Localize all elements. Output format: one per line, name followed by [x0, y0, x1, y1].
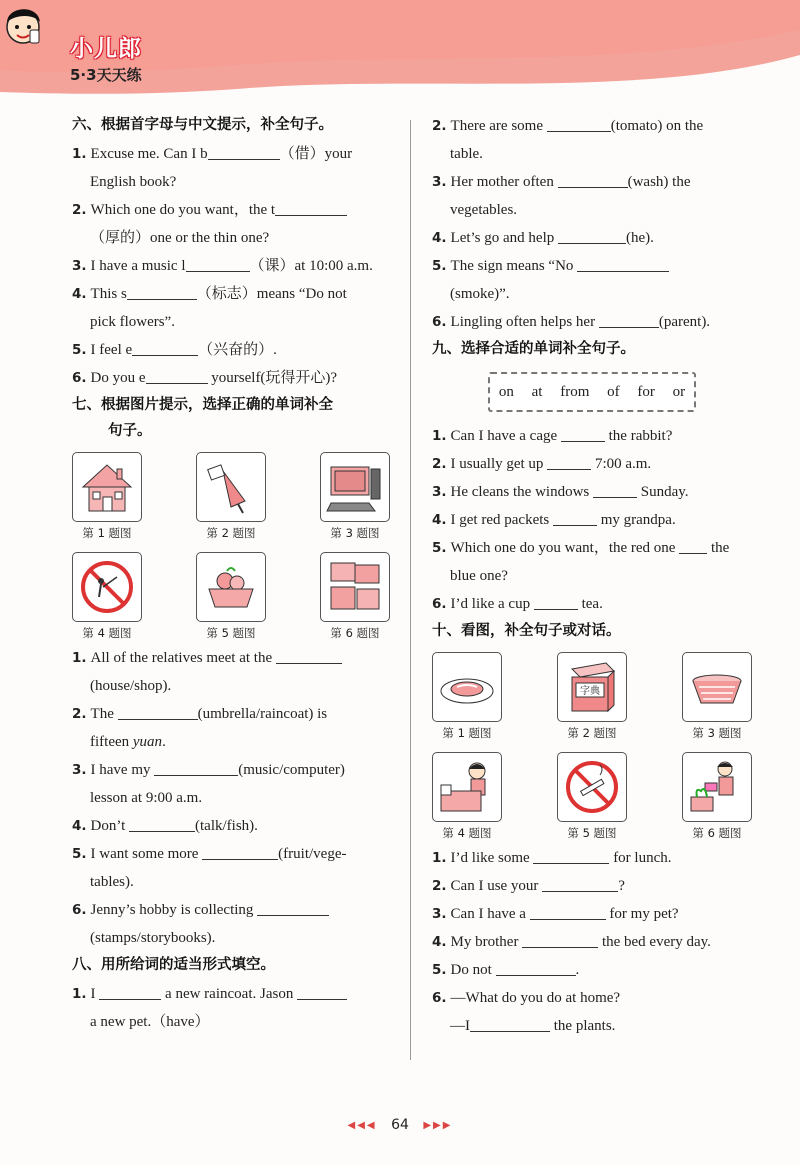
- sec9-q2: 2. I usually get up 7:00 a.m.: [432, 456, 652, 472]
- answer-blank[interactable]: [593, 482, 637, 498]
- sec7-q6: 6. Jenny’s hobby is collecting (stamps/storybooks).: [72, 896, 390, 952]
- image-caption: 第 4 题图: [442, 826, 492, 840]
- sec9-q3: 3. He cleans the windows Sunday.: [432, 484, 689, 500]
- sec6-q6: 6. Do you e yourself(玩得开心)?: [72, 370, 338, 386]
- answer-blank[interactable]: [208, 144, 280, 160]
- answer-blank[interactable]: [553, 510, 597, 526]
- word-option: or: [672, 383, 686, 400]
- dictionary-label: 字典: [580, 686, 600, 697]
- sec8-q3: 3. Her mother often (wash) the vegetables.: [432, 174, 691, 218]
- sec7-image-row-1: [72, 452, 390, 544]
- sec6-q4: 4. This s （标志）means “Do not pick flowers”.: [72, 286, 347, 330]
- stamps-picture: [320, 552, 390, 622]
- answer-blank[interactable]: [561, 426, 605, 442]
- answer-blank[interactable]: [534, 594, 578, 610]
- answer-blank[interactable]: [186, 256, 250, 272]
- answer-blank[interactable]: [577, 256, 669, 272]
- answer-blank[interactable]: [599, 312, 659, 328]
- answer-blank[interactable]: [202, 844, 278, 860]
- sec10-q3: 3. Can I have a for my pet?: [432, 906, 679, 922]
- sec7-q3: 3. I have my (music/computer) lesson at 9:00 a.m.: [72, 762, 345, 806]
- house-picture: [72, 452, 142, 522]
- section-9-title: 九、选择合适的单词补全句子。: [432, 341, 635, 357]
- answer-blank[interactable]: [146, 368, 208, 384]
- sec7-q1: 1. All of the relatives meet at the (house/shop).: [72, 644, 390, 700]
- image-caption: 第 1 题图: [442, 726, 492, 740]
- page-number: 64: [391, 1117, 409, 1133]
- word-choice-box: [488, 372, 696, 412]
- sec9-q5: 5. Which one do you want，the red one the blue one?: [432, 540, 730, 584]
- no-fishing-sign-picture: [72, 552, 142, 622]
- sec10-q5: 5. Do not .: [432, 962, 580, 978]
- answer-blank[interactable]: [470, 1016, 550, 1032]
- answer-blank[interactable]: [530, 904, 606, 920]
- word-option: of: [607, 383, 620, 400]
- answer-blank[interactable]: [276, 648, 342, 664]
- fruit-basket-picture: [196, 552, 266, 622]
- answer-blank[interactable]: [118, 704, 198, 720]
- sec7-q4: 4. Don’t (talk/fish).: [72, 818, 258, 834]
- sec10-q4: 4. My brother the bed every day.: [432, 934, 711, 950]
- page-header: [0, 0, 800, 110]
- word-option: for: [637, 383, 655, 400]
- answer-blank[interactable]: [522, 932, 598, 948]
- image-caption: 第 5 题图: [206, 626, 256, 640]
- answer-blank[interactable]: [257, 900, 329, 916]
- answer-blank[interactable]: [533, 848, 609, 864]
- answer-blank[interactable]: [275, 200, 347, 216]
- section-8-title: 八、用所给词的适当形式填空。: [72, 957, 275, 973]
- answer-blank[interactable]: [547, 454, 591, 470]
- column-divider: [410, 120, 411, 1060]
- sec7-q2: 2. The (umbrella/raincoat) is fifteen yuan.: [72, 706, 328, 750]
- page-footer: [0, 1117, 800, 1133]
- sec6-q5: 5. I feel e （兴奋的）.: [72, 342, 277, 358]
- image-caption: 第 6 题图: [330, 626, 380, 640]
- answer-blank[interactable]: [558, 228, 626, 244]
- section-7-title: 七、根据图片提示，选择正确的单词补全 句子。: [72, 397, 333, 439]
- answer-blank[interactable]: [542, 876, 618, 892]
- image-caption: 第 5 题图: [567, 826, 617, 840]
- image-caption: 第 1 题图: [82, 526, 132, 540]
- sec6-q3: 3. I have a music l （课）at 10:00 a.m.: [72, 258, 373, 274]
- word-option: on: [498, 383, 514, 400]
- image-caption: 第 6 题图: [692, 826, 742, 840]
- sec10-q1: 1. I’d like some for lunch.: [432, 850, 672, 866]
- right-arrows-icon: ▶▶▶: [423, 1120, 453, 1131]
- left-column: [72, 112, 390, 1036]
- dictionary-picture: [557, 652, 627, 722]
- sec7-q5: 5. I want some more (fruit/vege- tables).: [72, 846, 347, 890]
- sausage-plate-picture: [432, 652, 502, 722]
- logo-subtitle: 5·3天天练: [70, 66, 142, 84]
- word-option: from: [560, 383, 590, 400]
- answer-blank[interactable]: [496, 960, 576, 976]
- sec6-q2: 2. Which one do you want，the t （厚的）one or the thin one?: [72, 196, 390, 252]
- answer-blank[interactable]: [132, 340, 198, 356]
- sec8-q4: 4. Let’s go and help (he).: [432, 230, 654, 246]
- sec8-q6: 6. Lingling often helps her (parent).: [432, 314, 711, 330]
- sec10-image-row-2: [432, 752, 752, 844]
- answer-blank[interactable]: [558, 172, 628, 188]
- answer-blank[interactable]: [127, 284, 197, 300]
- image-caption: 第 2 题图: [567, 726, 617, 740]
- section-6-title: 六、根据首字母与中文提示，补全句子。: [72, 117, 333, 133]
- boy-making-bed-picture: [432, 752, 502, 822]
- answer-blank[interactable]: [679, 538, 707, 554]
- computer-picture: [320, 452, 390, 522]
- sec9-q6: 6. I’d like a cup tea.: [432, 596, 603, 612]
- answer-blank[interactable]: [129, 816, 195, 832]
- right-column: [432, 112, 752, 1040]
- girl-watering-plants-picture: [682, 752, 752, 822]
- logo-title: 小儿郎: [70, 36, 142, 62]
- image-caption: 第 2 题图: [206, 526, 256, 540]
- left-arrows-icon: ◀◀◀: [347, 1120, 377, 1131]
- umbrella-picture: [196, 452, 266, 522]
- sec9-q4: 4. I get red packets my grandpa.: [432, 512, 676, 528]
- sec8-q1: 1. I a new raincoat. Jason a new pet.（have）: [72, 980, 390, 1036]
- answer-blank[interactable]: [154, 760, 238, 776]
- section-10-title: 十、看图，补全句子或对话。: [432, 623, 621, 639]
- word-option: at: [531, 383, 543, 400]
- image-caption: 第 4 题图: [82, 626, 132, 640]
- answer-blank[interactable]: [99, 984, 161, 1000]
- sec10-q2: 2. Can I use your ?: [432, 878, 625, 894]
- mascot-boy-icon: [0, 0, 46, 50]
- sec8-q5: 5. The sign means “No (smoke)”.: [432, 252, 752, 308]
- sec8-q2: 2. There are some (tomato) on the table.: [432, 118, 704, 162]
- image-caption: 第 3 题图: [330, 526, 380, 540]
- basket-picture: [682, 652, 752, 722]
- sec9-q1: 1. Can I have a cage the rabbit?: [432, 428, 673, 444]
- sec10-image-row-1: [432, 652, 752, 744]
- answer-blank[interactable]: [297, 984, 347, 1000]
- sec6-q1: 1. Excuse me. Can I b （借）your English book?: [72, 146, 353, 190]
- no-smoking-sign-picture: [557, 752, 627, 822]
- image-caption: 第 3 题图: [692, 726, 742, 740]
- answer-blank[interactable]: [547, 116, 611, 132]
- sec10-q6: 6. —What do you do at home? —I the plants.: [432, 990, 621, 1034]
- sec7-image-row-2: [72, 552, 390, 644]
